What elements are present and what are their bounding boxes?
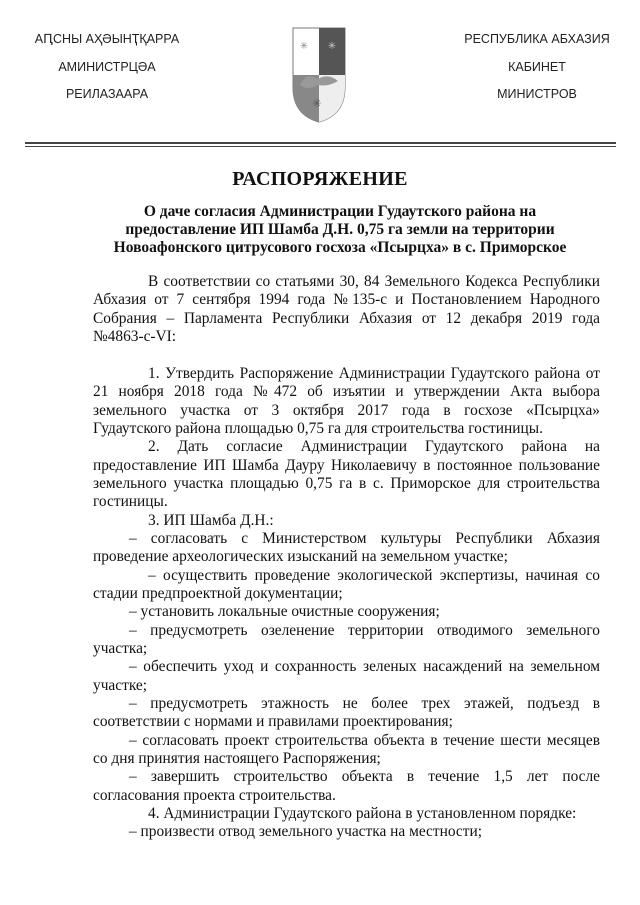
paragraph [93,567,600,604]
text-line: 2. Дать согласие Администрации Гудаутского района на [148,438,600,456]
document-title: РАСПОРЯЖЕНИЕ [232,168,408,190]
header-left-line: АԤСНЫ АҲӘЫНҬҚАРРА [34,32,180,46]
coat-of-arms-emblem [292,27,346,123]
text-line: со дня принятия настоящего Распоряжения; [93,750,381,768]
text-line: участке; [93,676,148,694]
paragraph [93,732,600,769]
header-right-line: КАБИНЕТ [508,59,566,74]
text-line: – произвести отвод земельного участка на местности; [129,823,482,841]
text-line: земельного участка от 3 октября 2017 года в госхозе «Псырцха» [93,401,600,419]
paragraph [93,438,600,511]
paragraph [93,695,600,732]
paragraph [93,658,600,695]
text-line: предоставление ИП Шамба Дауру Николаевичу в постоянное пользование [93,456,600,474]
text-line: стадии предпроектной документации; [93,585,343,602]
paragraph [93,622,600,659]
paragraph [93,365,600,438]
header-right-line: РЕСПУБЛИКА АБХАЗИЯ [464,32,610,46]
text-line: Собрания – Парламента Республики Абхазия от 12 декабря 2019 года [93,309,600,327]
text-line: согласования проекта строительства. [93,786,336,804]
header-divider [25,142,616,144]
header-left-line: РЕИЛАЗААРА [65,87,149,101]
text-line: В соответствии со статьями 30, 84 Земельного Кодекса Республики [148,273,600,290]
text-line: Гудаутского района площадью 0,75 га для строительства гостиницы. [93,419,543,437]
header-divider [25,146,616,147]
text-line: – предусмотреть этажность не более трех этажей, подъезд в [129,695,600,713]
header-right-russian [437,26,637,109]
text-line: соответствии с нормами и правилами проектирования; [93,713,453,731]
paragraph [93,823,600,841]
subtitle-line: О даче согласия Администрации Гудаутского района на [143,203,537,220]
document-subtitle [60,203,620,257]
text-line: №4863-с-VI: [93,328,177,346]
text-line: проведение археологических изысканий на земельном участке; [93,548,508,566]
paragraph [93,512,600,530]
text-line: – обеспечить уход и сохранность зеленых насаждений на земельном [129,658,600,676]
svg-text:✳: ✳ [299,41,309,52]
text-line: 21 ноября 2018 года №472 об изъятии и утверждении Акта выбора [93,383,600,401]
text-line: – завершить строительство объекта в течение 1,5 лет после [129,768,600,786]
paragraph [93,273,600,346]
header-left-line: АМИНИСТРЦӘА [58,59,156,74]
text-line: – согласовать проект строительства объекта в течение шести месяцев [129,731,600,749]
subtitle-line: предоставление ИП Шамба Д.Н. 0,75 га земли на территории [125,221,555,238]
svg-text:✳: ✳ [327,41,337,52]
text-line: участка; [93,640,148,658]
spacer [93,346,600,365]
document-body [93,273,600,842]
text-line: гостиницы. [93,493,168,511]
paragraph [93,603,600,621]
text-line: земельного участка площадью 0,75 га в с. Приморское для строительства [93,474,600,492]
text-line: – согласовать с Министерством культуры Республики Абхазия [129,529,600,547]
paragraph [93,768,600,805]
text-line: – осуществить проведение экологической экспертизы, начиная со [148,566,600,584]
text-line: – предусмотреть озеленение территории отводимого земельного [129,621,600,639]
subtitle-line: Новоафонского цитрусового госхоза «Псырцха» в с. Приморское [113,239,567,256]
svg-text:✳: ✳ [312,98,322,110]
text-line: 4. Администрации Гудаутского района в установленном порядке: [148,805,577,823]
text-line: 1. Утвердить Распоряжение Администрации Гудаутского района от [148,364,600,382]
header-right-line: МИНИСТРОВ [497,87,577,101]
text-line: 3. ИП Шамба Д.Н.: [148,511,274,529]
header-left-abkhaz [7,26,207,109]
paragraph [93,530,600,567]
paragraph [93,805,600,823]
text-line: Абхазия от 7 сентября 1994 года №135-с и Постановлением Народного [93,291,600,309]
text-line: – установить локальные очистные сооружения; [129,603,440,621]
